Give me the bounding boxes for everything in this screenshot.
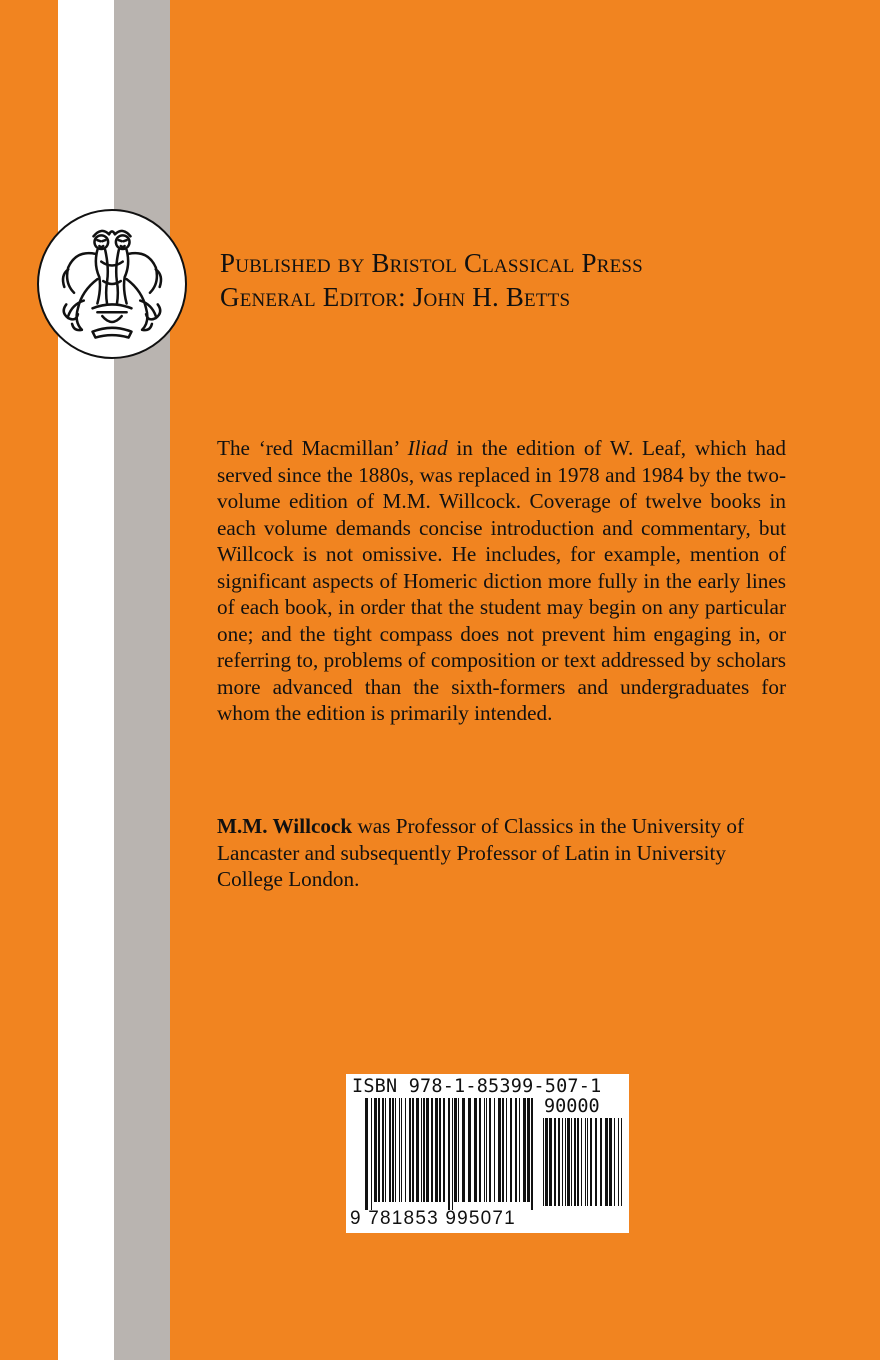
bio-text: was Professor of Classics in the University of Lancaster and subsequently Professor of Latin in University College London. <box>217 814 745 891</box>
barcode-bar <box>567 1118 570 1206</box>
barcode-bar <box>401 1098 402 1202</box>
description-intro: The ‘red Macmillan’ <box>217 436 408 460</box>
barcode-bar <box>382 1098 384 1202</box>
barcode-bar <box>494 1098 495 1202</box>
barcode-bar <box>435 1098 438 1202</box>
barcode-bar <box>545 1118 548 1206</box>
barcode-bar <box>405 1098 406 1202</box>
barcode-bar <box>549 1118 552 1206</box>
barcode-bar <box>510 1098 512 1202</box>
barcode-bar <box>452 1098 453 1210</box>
barcode-bar <box>527 1098 530 1202</box>
barcode-bar <box>385 1098 386 1202</box>
barcode-bar <box>416 1098 419 1202</box>
barcode-bar <box>523 1098 526 1202</box>
barcode-bar <box>431 1098 433 1202</box>
barcode-bar <box>565 1118 566 1206</box>
barcode-bar <box>365 1098 368 1210</box>
general-editor-line: General Editor: John H. Betts <box>220 282 571 312</box>
barcode-bar <box>395 1098 396 1202</box>
book-description <box>217 435 786 727</box>
barcode-bar <box>454 1098 457 1202</box>
barcode-bar <box>484 1098 485 1202</box>
barcode-bar <box>412 1098 414 1202</box>
barcode-bar <box>614 1118 615 1206</box>
barcode-bar <box>486 1098 487 1202</box>
author-name: M.M. Willcock <box>217 814 353 838</box>
barcode-bar <box>426 1098 429 1202</box>
barcode-bar <box>531 1098 533 1210</box>
barcode-bar <box>439 1098 441 1202</box>
barcode-bar <box>468 1098 471 1202</box>
isbn-number: ISBN 978-1-85399-507-1 <box>352 1076 602 1097</box>
barcode-bar <box>479 1098 481 1202</box>
barcode-bar <box>609 1118 612 1206</box>
barcode-bar <box>423 1098 425 1202</box>
barcode-bar <box>554 1118 556 1206</box>
barcode-bar <box>374 1098 377 1202</box>
barcode-bar <box>502 1098 504 1202</box>
barcode-bar <box>595 1118 597 1206</box>
barcode-bar <box>392 1098 394 1202</box>
barcode-bar <box>585 1118 586 1206</box>
barcode-bar <box>378 1098 380 1202</box>
publisher-credits <box>220 246 840 314</box>
ean-number: 9 781853 995071 <box>350 1208 516 1229</box>
barcode-bar <box>489 1098 491 1202</box>
barcode-bar <box>581 1118 582 1206</box>
barcode-bar <box>571 1118 572 1206</box>
barcode-bar <box>621 1118 622 1206</box>
barcode-bar <box>498 1098 501 1202</box>
barcode-bar <box>605 1118 608 1206</box>
barcode-bar <box>590 1118 592 1206</box>
barcode-bar <box>600 1118 602 1206</box>
barcode-bar <box>562 1118 563 1206</box>
white-spine-stripe <box>58 0 114 1360</box>
author-bio <box>217 813 792 893</box>
publisher-line: Published by Bristol Classical Press <box>220 248 643 278</box>
grey-spine-stripe <box>114 0 170 1360</box>
publisher-emblem-icon <box>37 209 187 359</box>
barcode-label <box>346 1074 629 1233</box>
barcode-bar <box>409 1098 411 1202</box>
description-paragraph <box>217 435 786 727</box>
addon-barcode-bars <box>542 1118 624 1206</box>
bio-paragraph <box>217 813 792 893</box>
barcode-bar <box>371 1098 372 1210</box>
barcode-bar <box>587 1118 588 1206</box>
barcode-bar <box>399 1098 400 1202</box>
barcode-bar <box>389 1098 391 1202</box>
barcode-bar <box>448 1098 450 1210</box>
price-code: 90000 <box>544 1096 600 1117</box>
barcode-bar <box>577 1118 579 1206</box>
barcode-bar <box>558 1118 560 1206</box>
barcode-bar <box>515 1098 517 1202</box>
barcode-bar <box>618 1118 619 1206</box>
barcode-bar <box>421 1098 422 1202</box>
barcode-bar <box>506 1098 507 1202</box>
iliad-title: Iliad <box>407 436 448 460</box>
barcode-bar <box>519 1098 520 1202</box>
barcode-bar <box>574 1118 576 1206</box>
ean-barcode-bars <box>364 1098 536 1210</box>
description-body: in the edition of W. Leaf, which had served since the 1880s, was replaced in 1978 and 1984 by the two-volume edition of M.M. Willcock. Coverage of twelve books in each volume demands concise introduction and commentary, but Willcock is not omissive. He includes, for example, mention of significant aspects of Homeric diction more fully in the early lines of each book, in order that the student may begin on any particular one; and the tight compass does not prevent him engaging in, or referring to, problems of composition or text addressed by scholars more advanced than the sixth-formers and undergraduates for whom the edition is primarily intended. <box>217 436 786 725</box>
barcode-bar <box>443 1098 445 1202</box>
barcode-bar <box>474 1098 477 1202</box>
barcode-bar <box>458 1098 459 1202</box>
barcode-bar <box>462 1098 465 1202</box>
barcode-bar <box>543 1118 544 1206</box>
